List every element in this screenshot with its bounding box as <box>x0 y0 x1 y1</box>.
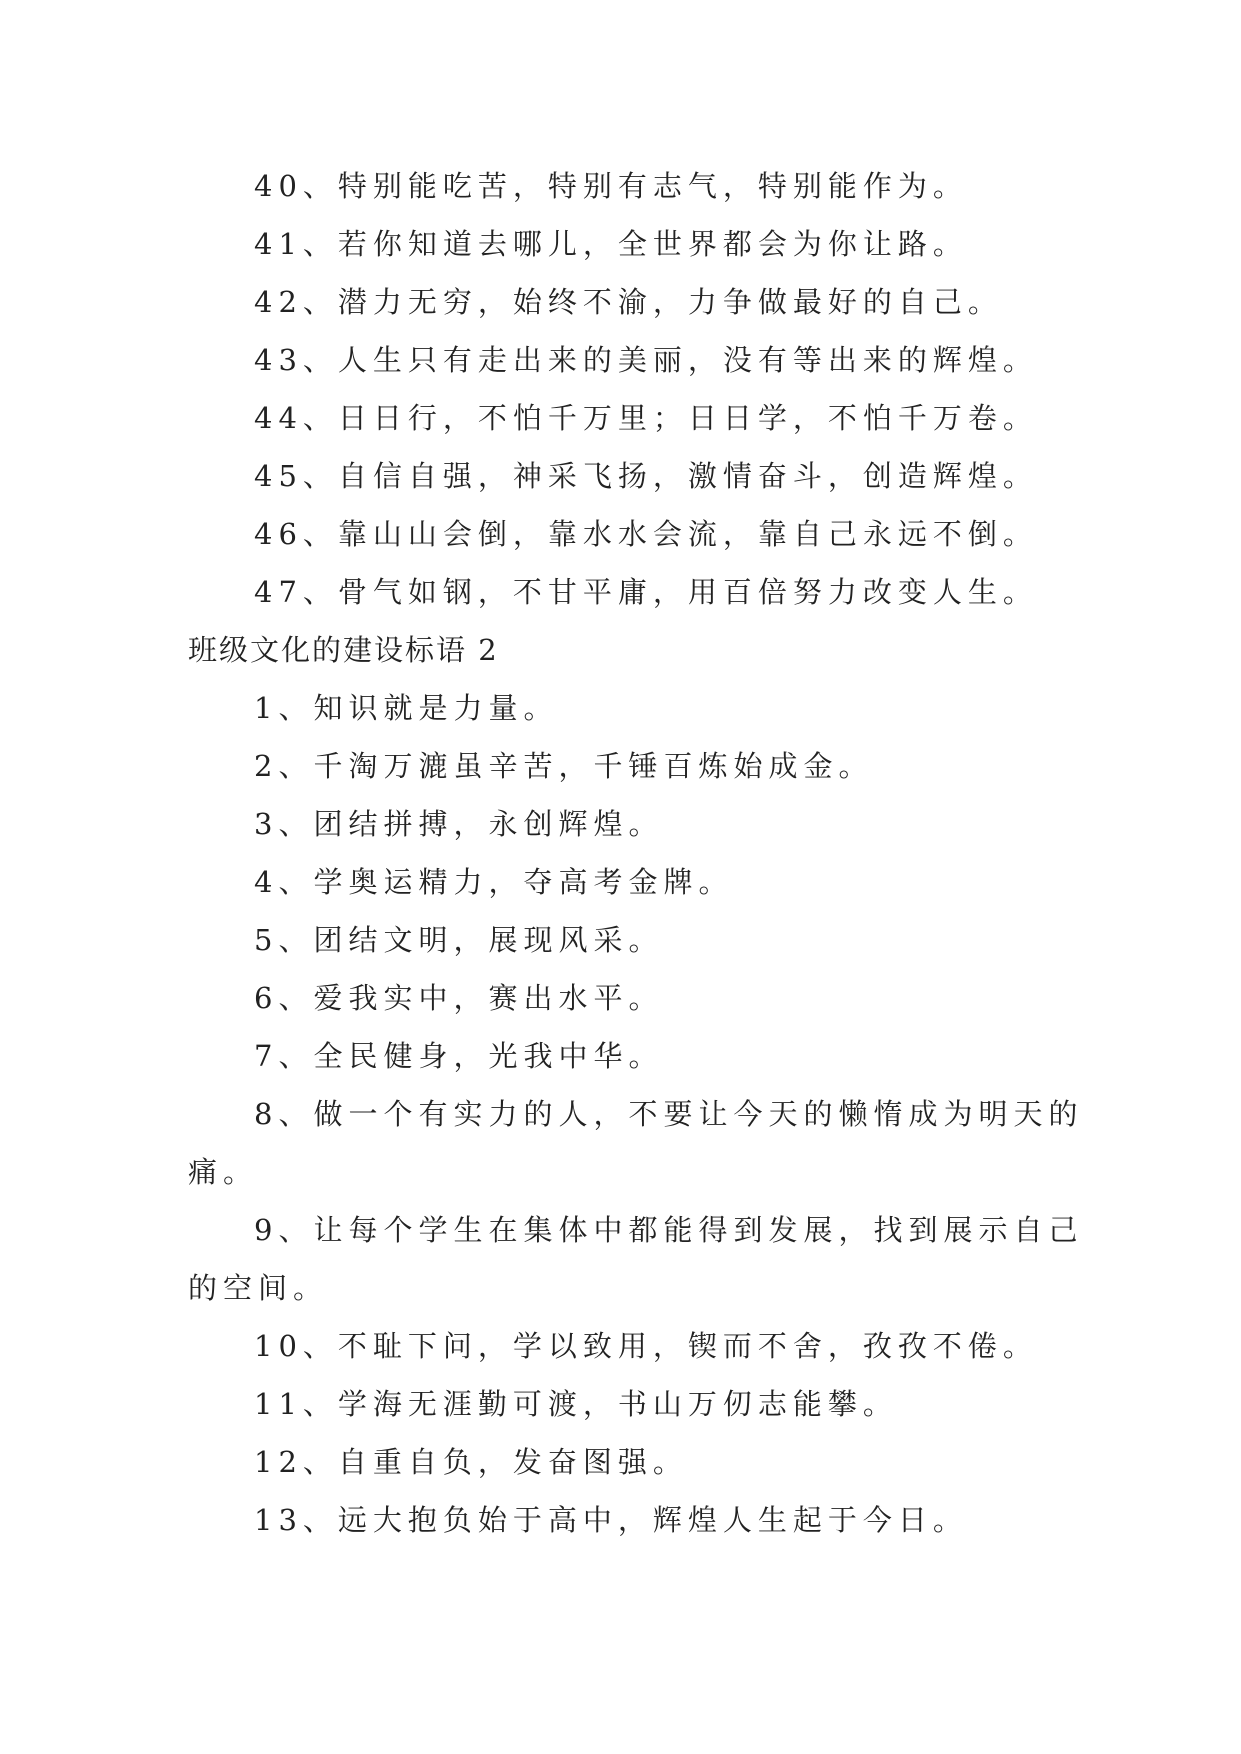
slogan-1: 1、知识就是力量。 <box>254 691 559 725</box>
slogan-44: 44、日日行，不怕千万里；日日学，不怕千万卷。 <box>254 401 1038 435</box>
slogan-47: 47、骨气如钢，不甘平庸，用百倍努力改变人生。 <box>254 575 1038 609</box>
slogan-8-line1: 8、做一个有实力的人，不要让今天的懒惰成为明天的 <box>254 1097 1084 1131</box>
slogan-8-line2: 痛。 <box>188 1155 259 1189</box>
slogan-4: 4、学奥运精力，夺高考金牌。 <box>254 865 734 899</box>
slogan-10: 10、不耻下问，学以致用，锲而不舍，孜孜不倦。 <box>254 1329 1038 1363</box>
slogan-42: 42、潜力无穷，始终不渝，力争做最好的自己。 <box>254 285 1003 319</box>
slogan-43: 43、人生只有走出来的美丽，没有等出来的辉煌。 <box>254 343 1038 377</box>
slogan-13: 13、远大抱负始于高中，辉煌人生起于今日。 <box>254 1503 968 1537</box>
slogan-7: 7、全民健身，光我中华。 <box>254 1039 664 1073</box>
slogan-40: 40、特别能吃苦，特别有志气，特别能作为。 <box>254 169 968 203</box>
slogan-6: 6、爱我实中，赛出水平。 <box>254 981 664 1015</box>
slogan-12: 12、自重自负，发奋图强。 <box>254 1445 688 1479</box>
slogan-46: 46、靠山山会倒，靠水水会流，靠自己永远不倒。 <box>254 517 1038 551</box>
slogan-45: 45、自信自强，神采飞扬，激情奋斗，创造辉煌。 <box>254 459 1038 493</box>
slogan-3: 3、团结拼搏，永创辉煌。 <box>254 807 664 841</box>
slogan-11: 11、学海无涯勤可渡，书山万仞志能攀。 <box>254 1387 898 1421</box>
slogan-5: 5、团结文明，展现风采。 <box>254 923 664 957</box>
slogan-9-line2: 的空间。 <box>188 1271 329 1305</box>
slogan-41: 41、若你知道去哪儿，全世界都会为你让路。 <box>254 227 968 261</box>
slogan-9-line1: 9、让每个学生在集体中都能得到发展，找到展示自己 <box>254 1213 1084 1247</box>
section-heading: 班级文化的建设标语 2 <box>188 633 499 667</box>
slogan-2: 2、千淘万漉虽辛苦，千锤百炼始成金。 <box>254 749 874 783</box>
